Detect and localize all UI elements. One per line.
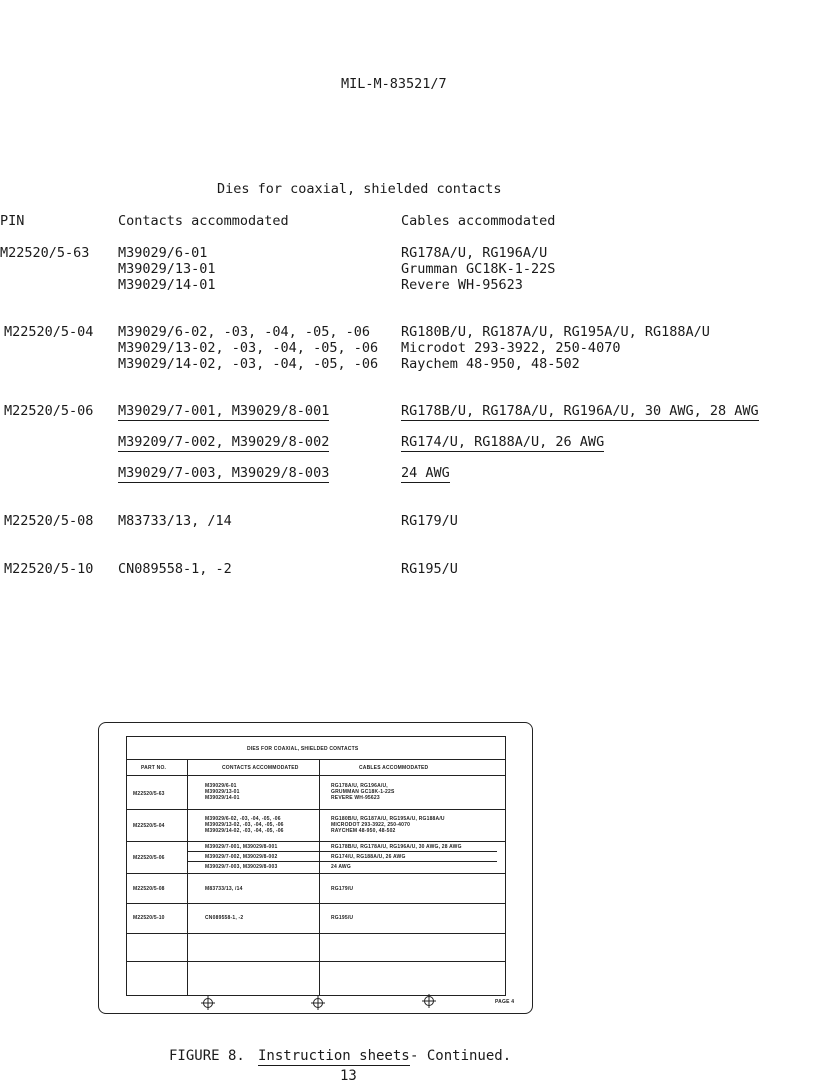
sheet-title: DIES FOR COAXIAL, SHIELDED CONTACTS <box>247 746 359 752</box>
row-cable: RG178B/U, RG178A/U, RG196A/U, 30 AWG, 28 AWG <box>401 403 759 419</box>
sheet-contacts: M39029/7-001, M39029/8-001 <box>205 844 278 850</box>
row-cable: RG174/U, RG188A/U, 26 AWG <box>401 434 605 450</box>
sheet-cables: RG195/U <box>331 915 354 921</box>
row-cable: RG195/U <box>401 561 458 577</box>
row-contact: M83733/13, /14 <box>118 513 232 529</box>
row-contact: M39029/13-02, -03, -04, -05, -06 <box>118 340 379 356</box>
figure-number: FIGURE 8. <box>169 1048 245 1064</box>
sheet-rule <box>187 851 497 852</box>
figure-title: Instruction sheets <box>258 1048 410 1064</box>
sheet-rule <box>127 809 505 810</box>
sheet-rule <box>187 759 188 995</box>
sheet-rule <box>127 903 505 904</box>
sheet-part: M22520/5-63 <box>133 791 165 797</box>
sheet-col-cables: CABLES ACCOMMODATED <box>359 765 429 771</box>
instruction-sheet-figure <box>98 722 533 1014</box>
sheet-cables: RG178A/U, RG196A/U, GRUMMAN GC18K-1-22S REVERE WH-95623 <box>331 783 395 801</box>
row-contact: M39029/7-001, M39029/8-001 <box>118 403 330 419</box>
sheet-rule <box>127 873 505 874</box>
row-cable: Grumman GC18K-1-22S <box>401 261 556 277</box>
table-title: Dies for coaxial, shielded contacts <box>217 181 502 197</box>
sheet-part: M22520/5-04 <box>133 823 165 829</box>
sheet-rule <box>127 775 505 776</box>
row-contact: M39029/14-01 <box>118 277 216 293</box>
sheet-rule <box>127 759 505 760</box>
sheet-cables: RG178B/U, RG178A/U, RG196A/U, 30 AWG, 28 AWG <box>331 844 462 850</box>
row-contact: M39209/7-002, M39029/8-002 <box>118 434 330 450</box>
row-cable: RG179/U <box>401 513 458 529</box>
sheet-rule <box>127 933 505 934</box>
column-header-pin: PIN <box>0 213 25 229</box>
sheet-contacts: M39029/6-02, -03, -04, -05, -06 M39029/13-02, -03, -04, -05, -06 M39029/14-02, -03, -04, -05, -06 <box>205 816 284 834</box>
row-pin: M22520/5-04 <box>4 324 94 340</box>
sheet-contacts: M83733/13, /14 <box>205 886 243 892</box>
sheet-cables: RG174/U, RG188A/U, 26 AWG <box>331 854 406 860</box>
sheet-table <box>126 736 506 996</box>
sheet-contacts: M39029/7-002, M39029/8-002 <box>205 854 278 860</box>
sheet-rule <box>127 961 505 962</box>
sheet-cables: RG180B/U, RG187A/U, RG195A/U, RG188A/U MICRODOT 293-3922, 250-4070 RAYCHEM 48-950, 48-502 <box>331 816 445 834</box>
row-pin: M22520/5-08 <box>4 513 94 529</box>
row-pin: M22520/5-10 <box>4 561 94 577</box>
sheet-col-contacts: CONTACTS ACCOMMODATED <box>222 765 299 771</box>
page-number: 13 <box>340 1068 357 1084</box>
row-contact: M39029/6-02, -03, -04, -05, -06 <box>118 324 370 340</box>
row-pin: M22520/5-63 <box>0 245 90 261</box>
sheet-cables: RG179/U <box>331 886 354 892</box>
sheet-contacts: M39029/7-003, M39029/8-003 <box>205 864 278 870</box>
row-cable: 24 AWG <box>401 465 450 481</box>
sheet-contacts: M39029/6-01 M39029/13-01 M39029/14-01 <box>205 783 240 801</box>
row-cable: RG178A/U, RG196A/U <box>401 245 548 261</box>
figure-title-suffix: - Continued. <box>410 1048 512 1064</box>
sheet-col-part: PART NO. <box>141 765 167 771</box>
sheet-page-label: PAGE 4 <box>495 999 515 1005</box>
sheet-rule <box>319 759 320 995</box>
row-contact: M39029/6-01 <box>118 245 208 261</box>
row-contact: M39029/7-003, M39029/8-003 <box>118 465 330 481</box>
sheet-part: M22520/5-08 <box>133 886 165 892</box>
registration-mark-icon <box>201 996 215 1010</box>
column-header-cables: Cables accommodated <box>401 213 556 229</box>
row-contact: CN089558-1, -2 <box>118 561 232 577</box>
registration-mark-icon <box>422 994 436 1008</box>
document-header: MIL-M-83521/7 <box>341 76 447 92</box>
column-header-contacts: Contacts accommodated <box>118 213 289 229</box>
row-cable: Raychem 48-950, 48-502 <box>401 356 580 372</box>
sheet-contacts: CN089558-1, -2 <box>205 915 244 921</box>
registration-mark-icon <box>311 996 325 1010</box>
row-cable: Microdot 293-3922, 250-4070 <box>401 340 621 356</box>
sheet-rule <box>187 861 497 862</box>
sheet-cables: 24 AWG <box>331 864 351 870</box>
sheet-part: M22520/5-10 <box>133 915 165 921</box>
row-contact: M39029/13-01 <box>118 261 216 277</box>
row-cable: Revere WH-95623 <box>401 277 523 293</box>
row-pin: M22520/5-06 <box>4 403 94 419</box>
sheet-part: M22520/5-06 <box>133 855 165 861</box>
row-cable: RG180B/U, RG187A/U, RG195A/U, RG188A/U <box>401 324 710 340</box>
row-contact: M39029/14-02, -03, -04, -05, -06 <box>118 356 379 372</box>
sheet-rule <box>127 841 505 842</box>
